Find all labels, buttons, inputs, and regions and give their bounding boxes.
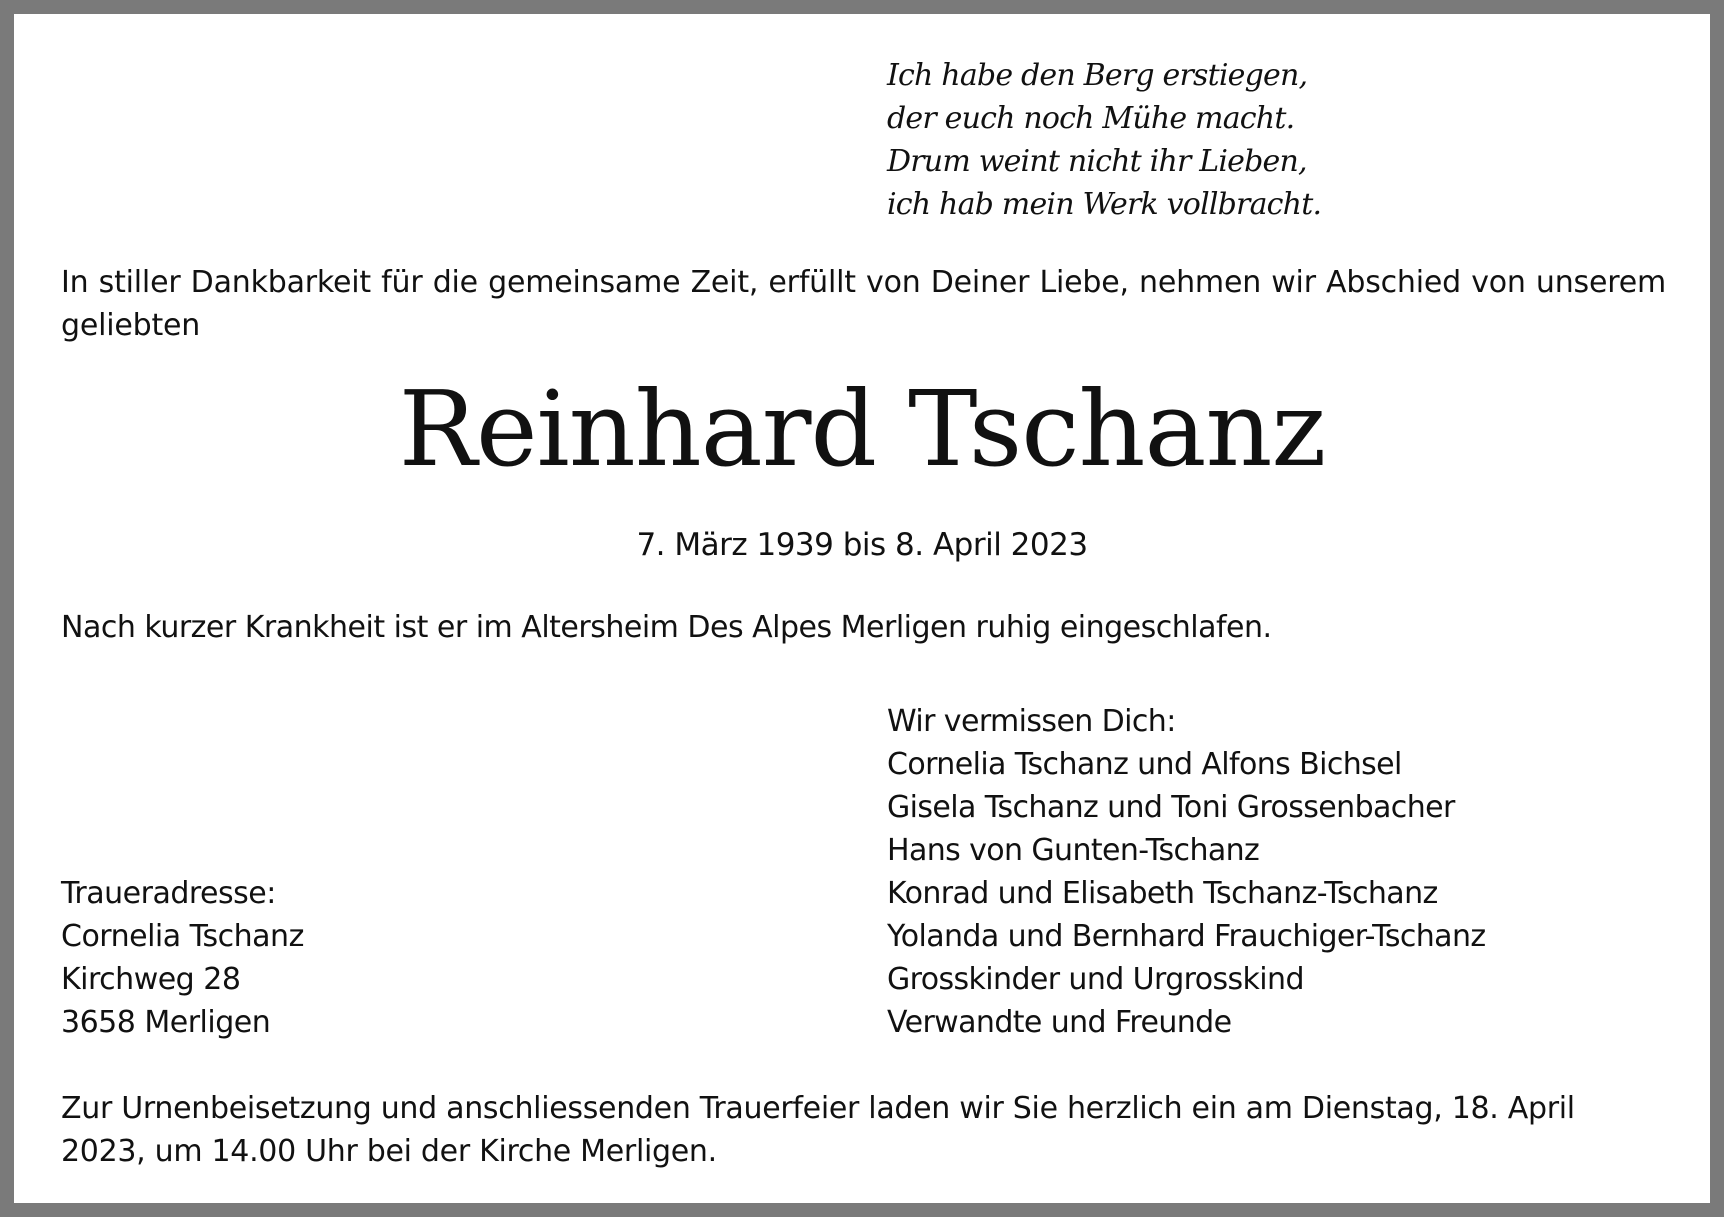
poem-line: der euch noch Mühe macht. [887, 101, 1295, 136]
address-label: Traueradresse: [61, 876, 276, 911]
life-dates: 7. März 1939 bis 8. April 2023 [636, 527, 1088, 563]
mourner-entry: Verwandte und Freunde [887, 1005, 1232, 1040]
mourning-address [61, 872, 304, 1044]
mourner-entry: Konrad und Elisabeth Tschanz-Tschanz [887, 876, 1438, 911]
mourner-entry: Grosskinder und Urgrosskind [887, 962, 1304, 997]
address-street: Kirchweg 28 [61, 962, 241, 997]
intro-text: In stiller Dankbarkeit für die gemeinsame Zeit, erfüllt von Deiner Liebe, nehmen wir Abschied von unserem geliebten [61, 265, 1666, 343]
mourner-entry: Hans von Gunten-Tschanz [887, 833, 1260, 868]
poem-line: Ich habe den Berg erstiegen, [887, 58, 1308, 93]
mourner-entry: Cornelia Tschanz und Alfons Bichsel [887, 747, 1402, 782]
mourners-list [887, 700, 1486, 1044]
mourners-heading: Wir vermissen Dich: [887, 704, 1176, 739]
mourner-entry: Yolanda und Bernhard Frauchiger-Tschanz [887, 919, 1486, 954]
passing-note: Nach kurzer Krankheit ist er im Altersheim Des Alpes Merligen ruhig eingeschlafen. [61, 610, 1272, 645]
poem-line: Drum weint nicht ihr Lieben, [887, 144, 1307, 179]
mourner-entry: Gisela Tschanz und Toni Grossenbacher [887, 790, 1455, 825]
memorial-poem [887, 54, 1321, 226]
address-city: 3658 Merligen [61, 1005, 271, 1040]
funeral-notice: Zur Urnenbeisetzung und anschliessenden Trauerfeier laden wir Sie herzlich ein am Dienstag, 18. April 2023, um 14.00 Uhr bei der Kirche Merligen. [61, 1091, 1575, 1169]
poem-line: ich hab mein Werk vollbracht. [887, 187, 1322, 222]
obituary-page [14, 14, 1710, 1203]
address-name: Cornelia Tschanz [61, 919, 304, 954]
deceased-name: Reinhard Tschanz [398, 368, 1326, 490]
